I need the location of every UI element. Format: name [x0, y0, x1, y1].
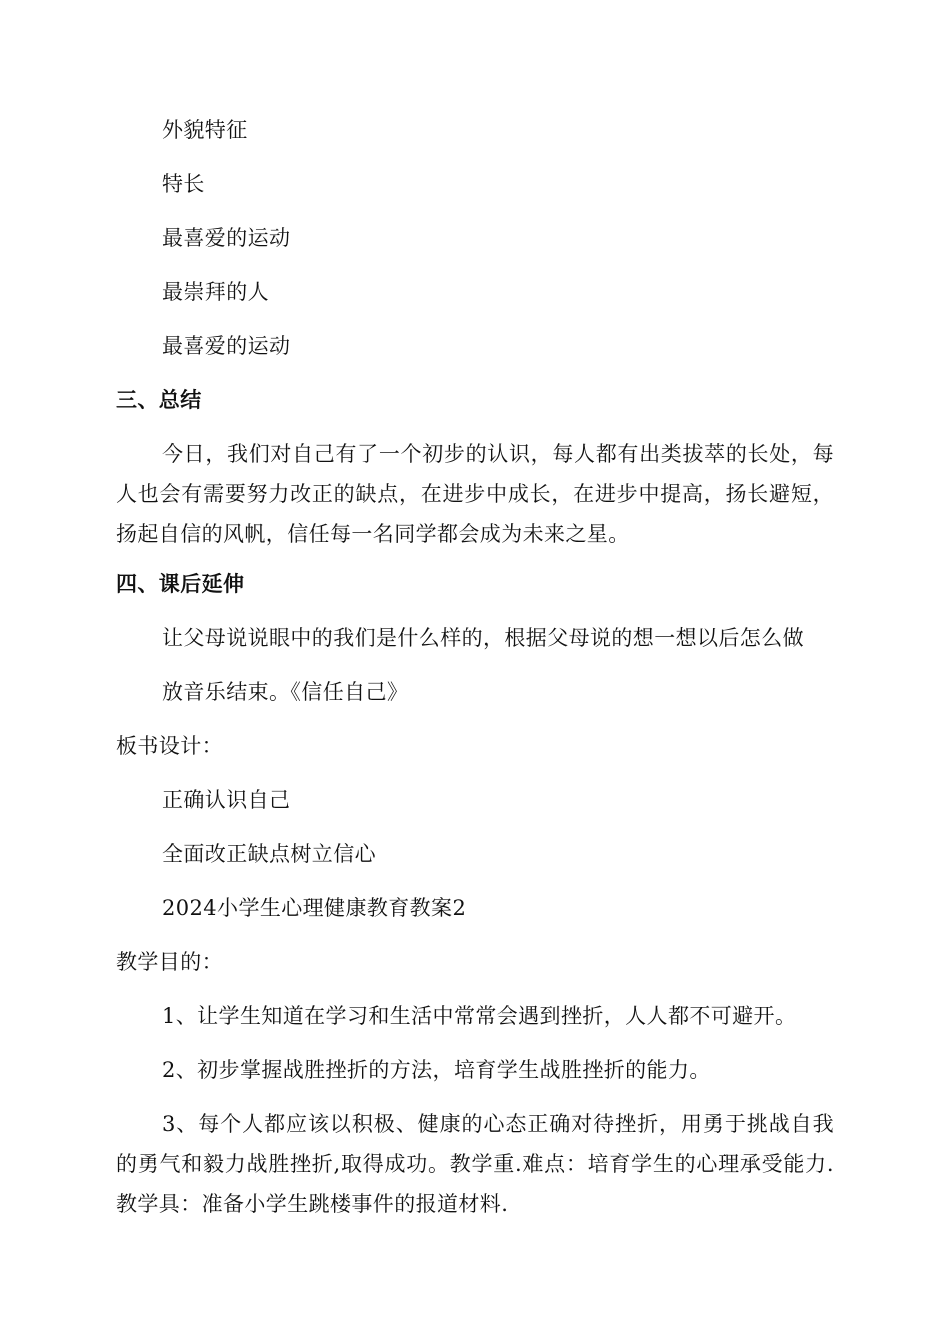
trait-favorite-sport: 最喜爱的运动 — [162, 226, 291, 250]
summary-paragraph: 今日，我们对自己有了一个初步的认识，每人都有出类拔萃的长处，每人也会有需要努力改正的缺点，在进步中成长，在进步中提高，扬长避短，扬起自信的风帆，信任每一名同学都会成为未来之星。 — [116, 442, 834, 546]
section-heading-extension: 四、课后延伸 — [116, 572, 245, 596]
board-design-label: 板书设计： — [116, 734, 223, 758]
board-item-2: 全面改正缺点树立信心 — [162, 842, 376, 866]
goal-item-3: 3、每个人都应该以积极、健康的心态正确对待挫折，用勇于挑战自我的勇气和毅力战胜挫折,取得成功。教学重.难点：培育学生的心理承受能力.教学具：准备小学生跳楼事件的报道材料. — [116, 1112, 834, 1216]
extension-line-2: 放音乐结束。《信任自己》 — [162, 680, 409, 704]
goal-item-2: 2、初步掌握战胜挫折的方法，培育学生战胜挫折的能力。 — [162, 1058, 711, 1082]
goal-item-1: 1、让学生知道在学习和生活中常常会遇到挫折，人人都不可避开。 — [162, 1004, 797, 1028]
trait-admired-person: 最崇拜的人 — [162, 280, 269, 304]
trait-appearance: 外貌特征 — [162, 118, 248, 142]
section-heading-summary: 三、总结 — [116, 388, 202, 412]
extension-line-1: 让父母说说眼中的我们是什么样的，根据父母说的想一想以后怎么做 — [162, 626, 804, 650]
teaching-goals-label: 教学目的： — [116, 950, 223, 974]
trait-specialty: 特长 — [162, 172, 205, 196]
trait-favorite-sport-repeat: 最喜爱的运动 — [162, 334, 291, 358]
lesson-plan-title: 2024小学生心理健康教育教案2 — [162, 896, 467, 920]
board-item-1: 正确认识自己 — [162, 788, 291, 812]
